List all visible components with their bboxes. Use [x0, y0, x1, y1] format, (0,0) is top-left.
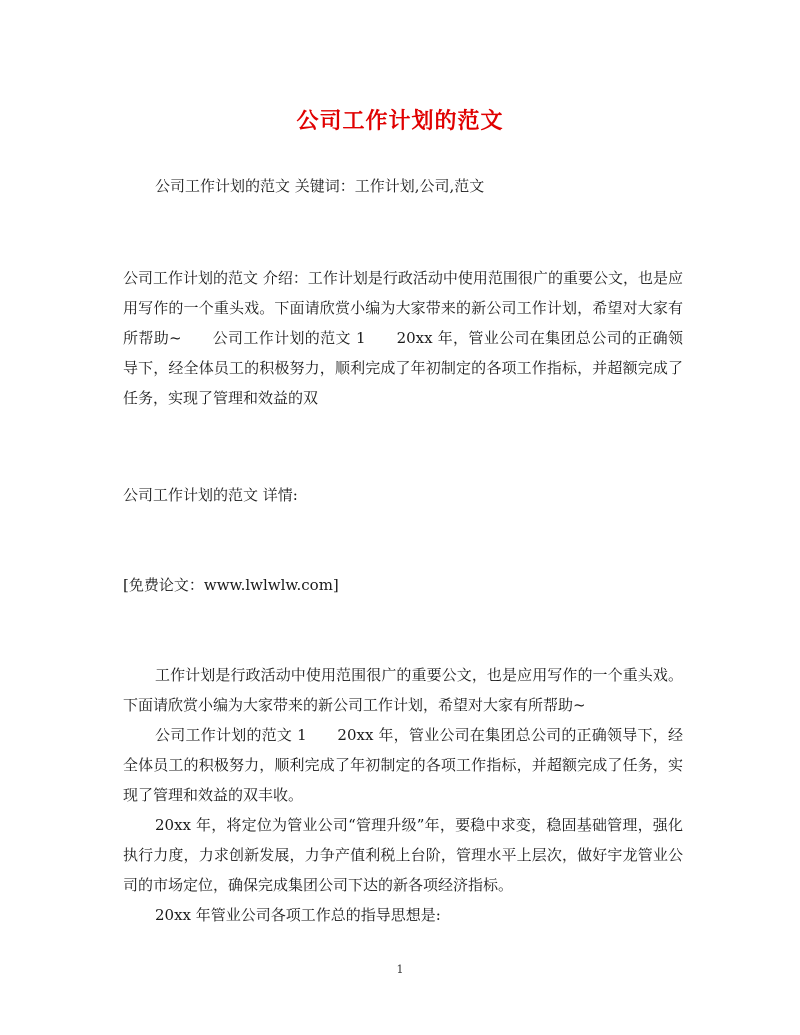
source-section — [123, 570, 683, 600]
intro-text: 公司工作计划的范文 介绍：工作计划是行政活动中使用范围很广的重要公文，也是应用写作的一个重头戏。下面请欣赏小编为大家带来的新公司工作计划，希望对大家有所帮助~ 公司工作计划的范文 1 20xx 年，管业公司在集团总公司的正确领导下，经全体员工的积极努力，顺利完成了年初制定的各项工作指标，并超额完成了任务，实现了管理和效益的双 — [123, 269, 683, 407]
page-number: 1 — [396, 963, 404, 976]
keywords-line — [123, 171, 683, 201]
details-label: 公司工作计划的范文 详情: — [123, 486, 298, 504]
document-title: 公司工作计划的范文 — [296, 108, 504, 134]
keywords-text: 公司工作计划的范文 关键词：工作计划,公司,范文 — [155, 177, 485, 195]
body-section — [123, 660, 683, 930]
source-tag: [免费论文：www.lwlwlw.com] — [123, 576, 339, 594]
body-paragraph: 20xx 年管业公司各项工作总的指导思想是: — [155, 906, 441, 924]
body-paragraph: 20xx 年，将定位为管业公司“管理升级”年，要稳中求变，稳固基础管理，强化执行力度，力求创新发展，力争产值利税上台阶，管理水平上层次，做好宇龙管业公司的市场定位，确保完成集团公司下达的新各项经济指标。 — [123, 816, 683, 894]
intro-section — [123, 263, 683, 413]
body-paragraph: 公司工作计划的范文 1 20xx 年，管业公司在集团总公司的正确领导下，经全体员工的积极努力，顺利完成了年初制定的各项工作指标，并超额完成了任务，实现了管理和效益的双丰收。 — [123, 726, 683, 804]
details-section — [123, 480, 683, 510]
body-paragraph: 工作计划是行政活动中使用范围很广的重要公文，也是应用写作的一个重头戏。下面请欣赏小编为大家带来的新公司工作计划，希望对大家有所帮助~ — [123, 666, 683, 714]
